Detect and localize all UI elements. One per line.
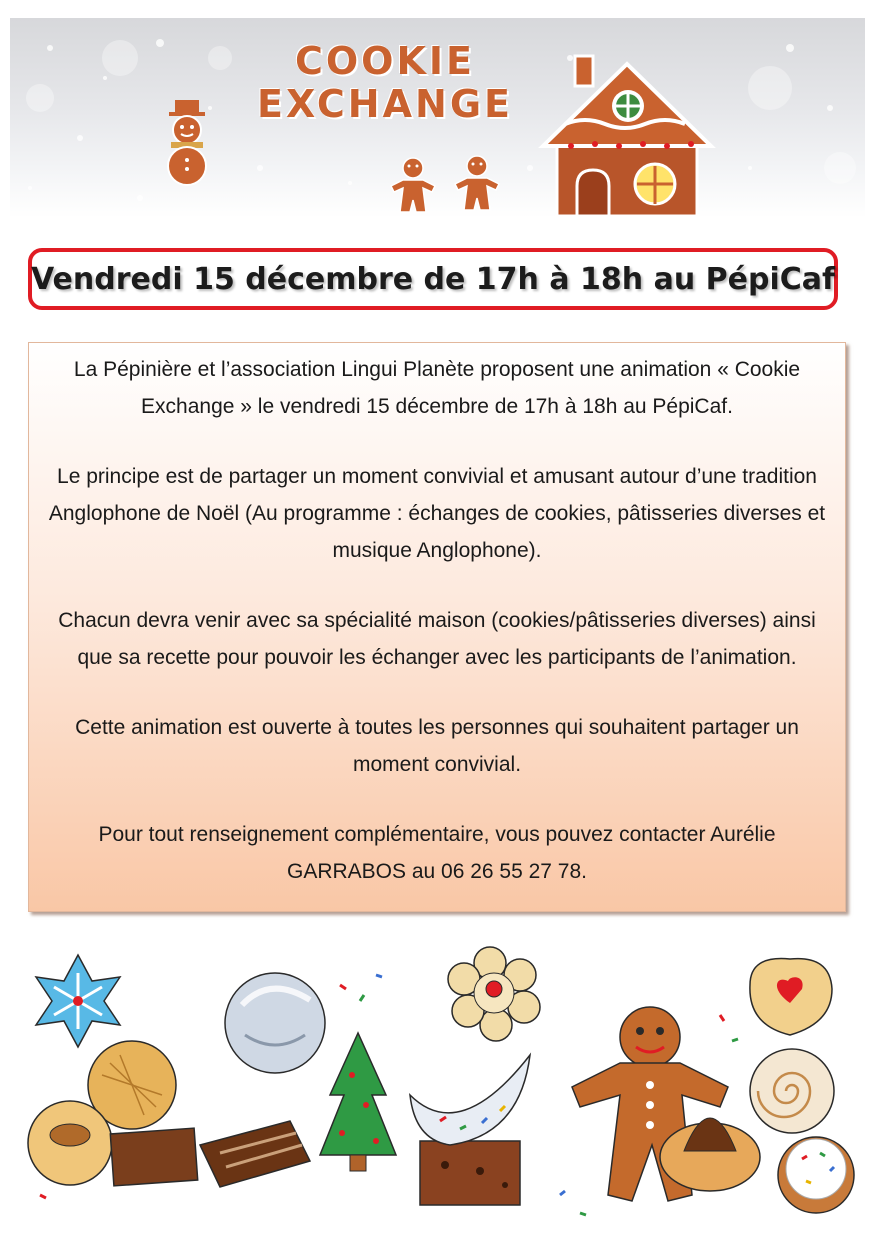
swirl-cookie-icon (750, 1049, 834, 1133)
round-glazed-cookie-icon (225, 973, 325, 1073)
banner-title-line2: EXCHANGE (257, 82, 513, 126)
paragraph-intro: La Pépinière et l’association Lingui Planète proposent une animation « Cookie Exchange » le vendredi 15 décembre de 17h à 18h au PépiCaf. (73, 358, 801, 418)
gingerbread-man-icon (388, 156, 438, 216)
header-banner (10, 18, 865, 218)
christmas-tree-cookie-icon (320, 1033, 396, 1171)
snowman-icon (157, 98, 217, 188)
crescent-cookie-icon (410, 1055, 530, 1145)
paragraph-audience: Cette animation est ouverte à toutes les personnes qui souhaitent partager un moment convivial. (75, 716, 799, 776)
paragraph-contact: Pour tout renseignement complémentaire, vous pouvez contacter Aurélie GARRABOS au 06 26 55 27 78. (98, 823, 776, 883)
paragraph-principle: Le principe est de partager un moment convivial et amusant autour d’une tradition Anglophone de Noël (Au programme : échanges de cookies, pâtisseries diverses et musique Anglophone). (48, 465, 826, 562)
cookies-illustration (20, 945, 860, 1230)
gingerbread-man-icon (452, 154, 502, 214)
sprinkle-cookie-icon (778, 1137, 854, 1213)
flower-cookie-icon (448, 947, 540, 1041)
gingerbread-house-icon (535, 46, 725, 216)
paragraph-instructions: Chacun devra venir avec sa spécialité maison (cookies/pâtisseries diverses) ainsi que sa recette pour pouvoir les échanger avec les participants de l’animation. (58, 609, 816, 669)
star-cookie-icon (36, 955, 120, 1047)
heart-cookie-icon (750, 959, 832, 1035)
event-date-heading: Vendredi 15 décembre de 17h à 18h au PépiCaf (30, 261, 836, 297)
description-box (28, 342, 846, 912)
banner-title-line1: COOKIE (294, 39, 476, 83)
date-banner (28, 248, 838, 310)
banner-title (230, 40, 540, 126)
